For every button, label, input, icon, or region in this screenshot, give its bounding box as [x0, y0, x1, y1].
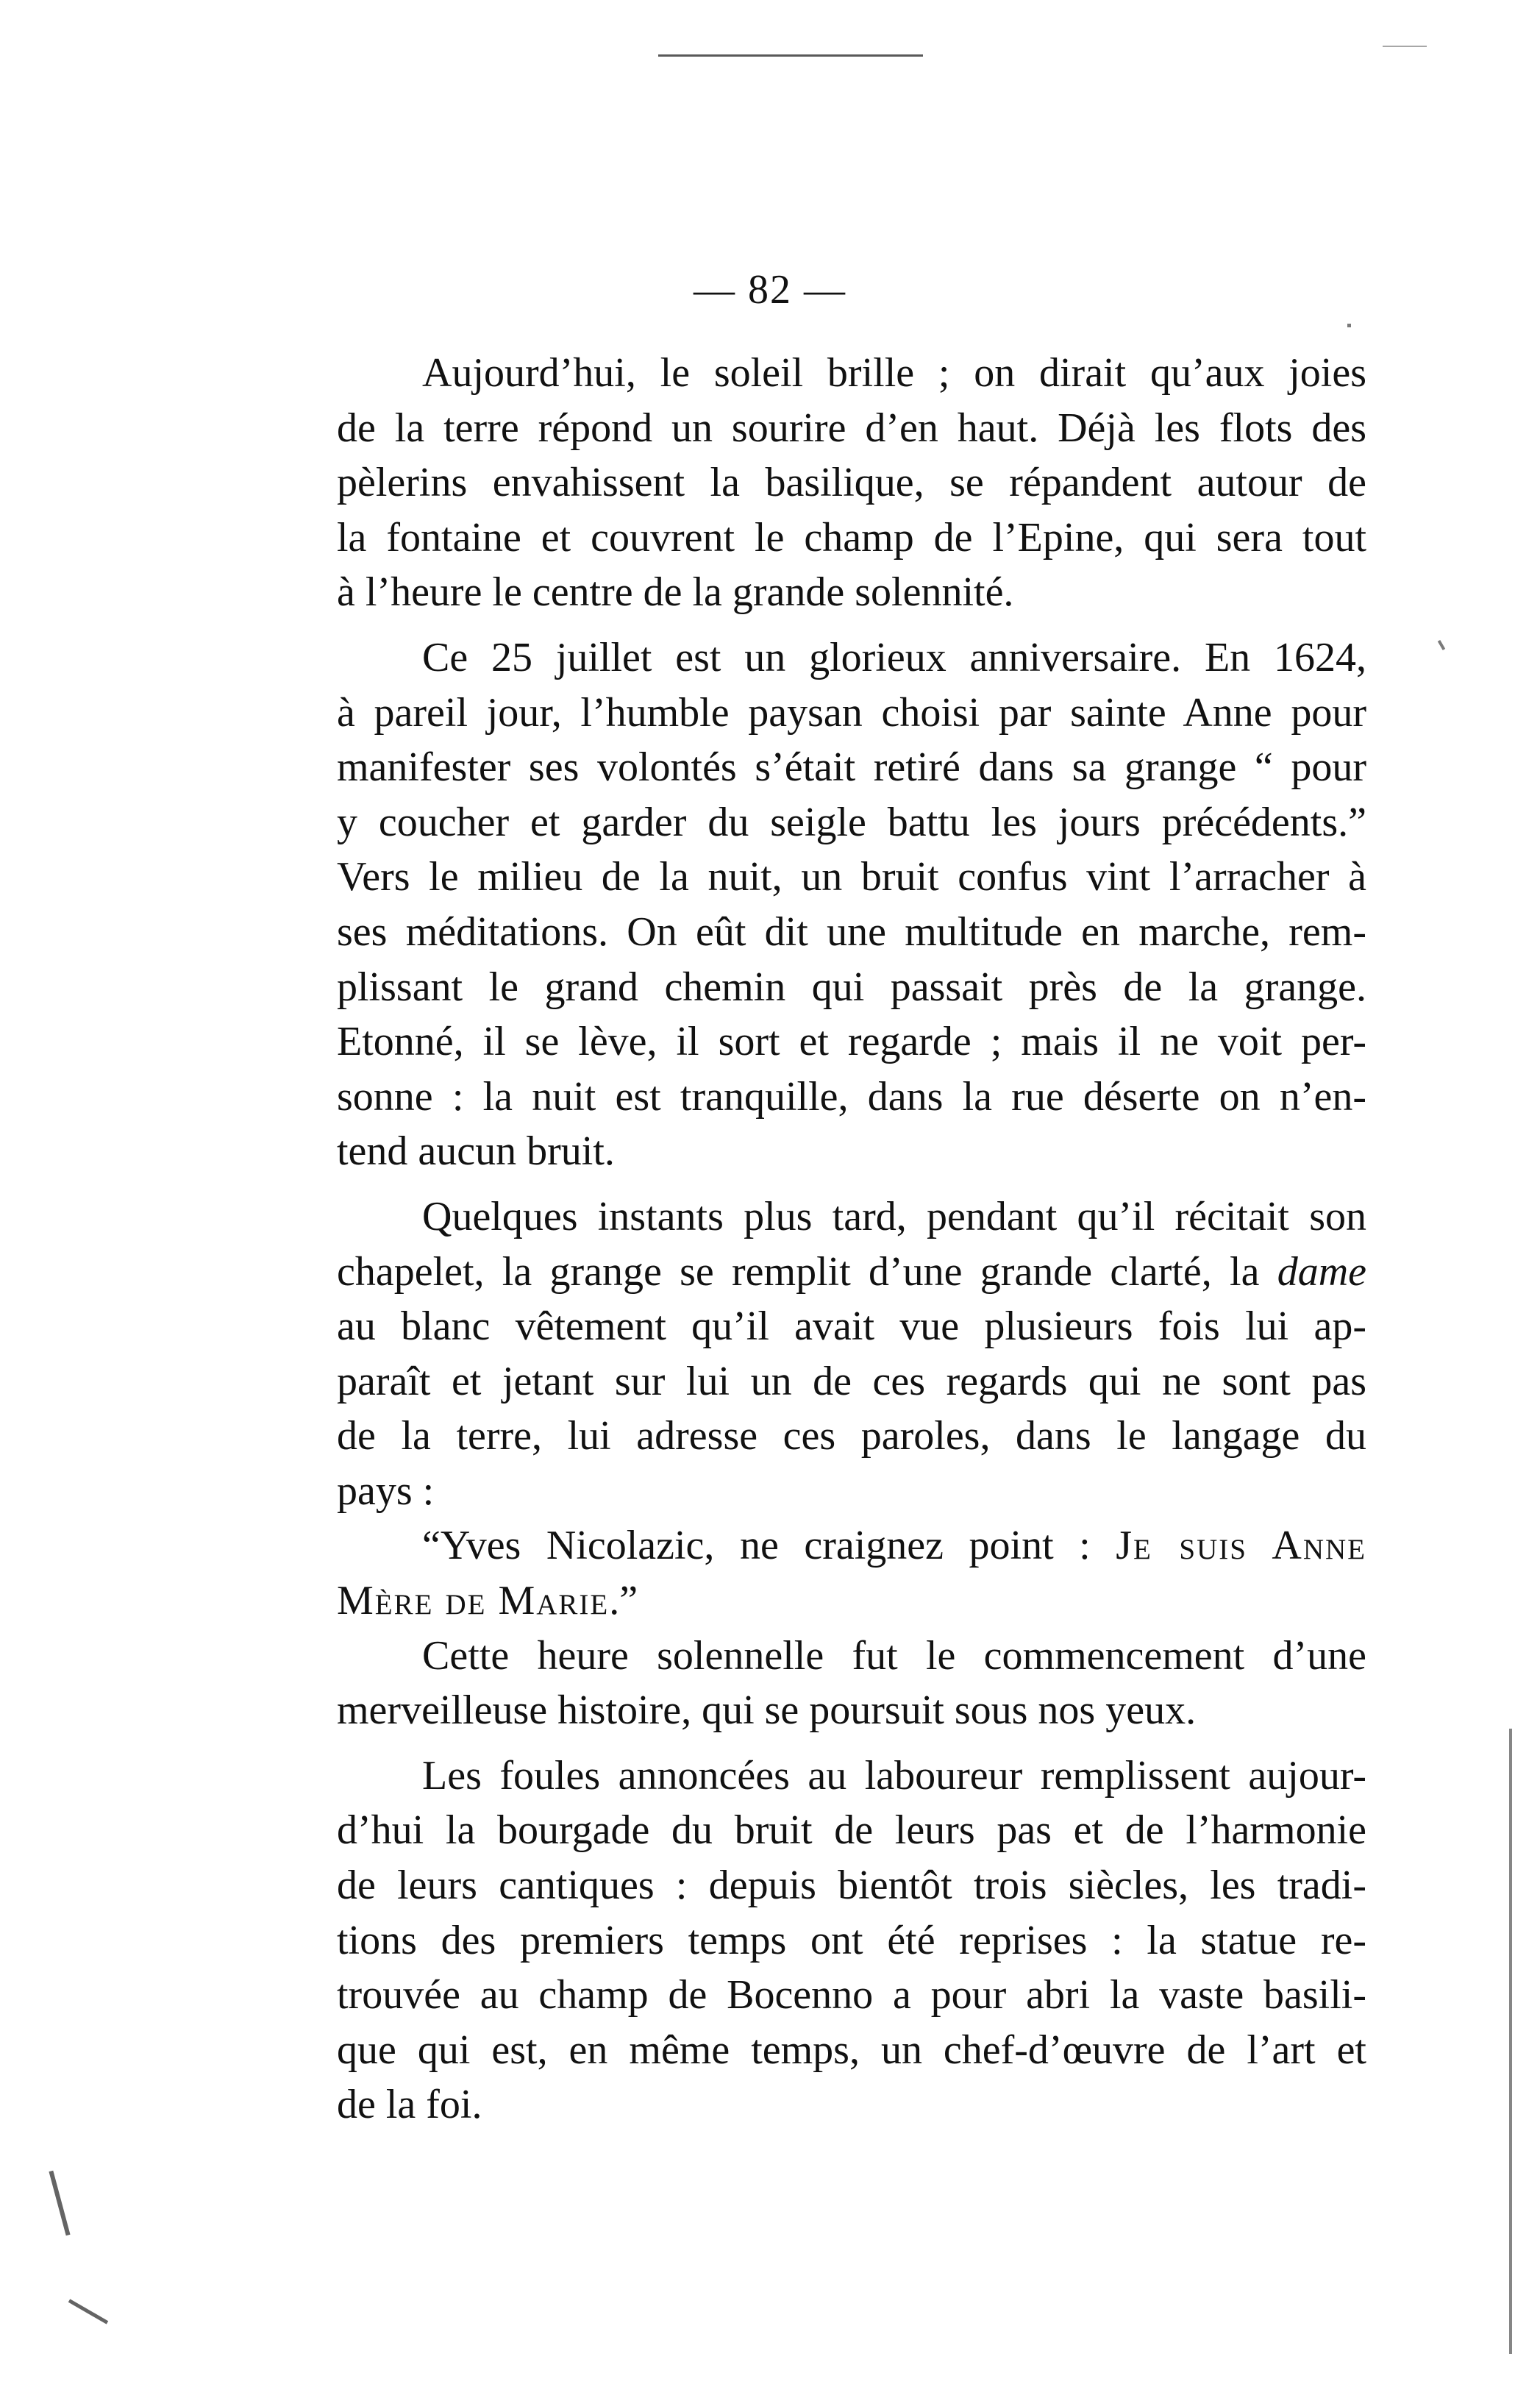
- text-line: de la terre répond un sourire d’en haut. Déjà les flots des: [337, 405, 1366, 451]
- small-caps-text: Je suis Anne: [1116, 1523, 1366, 1569]
- scan-mark: [658, 54, 923, 57]
- text-line: y coucher et garder du seigle battu les jours précédents.”: [337, 799, 1366, 845]
- body-text: [337, 346, 1366, 2132]
- text-line: d’hui la bourgade du bruit de leurs pas et de l’harmonie: [337, 1807, 1366, 1854]
- text-line: de la foi.: [337, 2082, 482, 2128]
- paragraph: [337, 1749, 1366, 2132]
- text-line: de la terre, lui adresse ces paroles, dans le langage du: [337, 1413, 1366, 1459]
- text-line: ses méditations. On eût dit une multitude en marche, rem-: [337, 908, 1366, 955]
- text-line: trouvée au champ de Bocenno a pour abri la vaste basili-: [337, 1972, 1366, 2018]
- text-line: que qui est, en même temps, un chef-d’œuvre de l’art et: [337, 2027, 1366, 2073]
- page-number: — 82 —: [694, 267, 846, 313]
- text-line: [337, 1573, 1366, 1629]
- italic-word: dame: [1277, 1248, 1366, 1295]
- text-span: .”: [609, 1578, 638, 1624]
- scan-mark: [1347, 324, 1351, 327]
- small-caps-text: Mère de Marie: [337, 1578, 610, 1624]
- text-line: Vers le milieu de la nuit, un bruit confus vint l’arracher à: [337, 854, 1366, 900]
- paragraph: [337, 1189, 1366, 1519]
- text-line: Ce 25 juillet est un glorieux anniversaire. En 1624,: [422, 634, 1366, 680]
- text-line: [337, 1245, 1366, 1300]
- text-line: tend aucun bruit.: [337, 1128, 615, 1175]
- text-line: Cette heure solennelle fut le commencement d’une: [422, 1632, 1366, 1679]
- scan-mark: [1383, 46, 1427, 47]
- text-line: à pareil jour, l’humble paysan choisi par sainte Anne pour: [337, 689, 1366, 736]
- text-line: merveilleuse histoire, qui se poursuit sous nos yeux.: [337, 1687, 1197, 1734]
- text-line: manifester ses volontés s’était retiré dans sa grange “ pour: [337, 744, 1366, 791]
- quotation: [337, 1518, 1366, 1628]
- text-line: paraît et jetant sur lui un de ces regards qui ne sont pas: [337, 1358, 1366, 1404]
- text-line: de leurs cantiques : depuis bientôt trois siècles, les tradi-: [337, 1863, 1366, 1909]
- text-line: la fontaine et couvrent le champ de l’Epine, qui sera tout: [337, 514, 1366, 561]
- text-line: au blanc vêtement qu’il avait vue plusieurs fois lui ap-: [337, 1303, 1366, 1350]
- text-line: Aujourd’hui, le soleil brille ; on dirait qu’aux joies: [422, 350, 1366, 396]
- text-line: pays :: [337, 1468, 435, 1514]
- paragraph: [337, 346, 1366, 620]
- text-line: plissant le grand chemin qui passait près de la grange.: [337, 964, 1366, 1010]
- text-line: Quelques instants plus tard, pendant qu’il récitait son: [422, 1193, 1366, 1239]
- text-line: pèlerins envahissent la basilique, se répandent autour de: [337, 460, 1366, 506]
- scan-mark: [49, 2171, 70, 2235]
- paragraph: [337, 1629, 1366, 1738]
- text-line: tions des premiers temps ont été reprises : la statue re-: [337, 1917, 1366, 1963]
- text-span: “Yves Nicolazic, ne craignez point :: [422, 1523, 1116, 1569]
- paragraph: [337, 630, 1366, 1179]
- text-line: [337, 1518, 1366, 1573]
- scan-mark: [1509, 1729, 1512, 2354]
- text-span: chapelet, la grange se remplit d’une grande clarté, la: [337, 1248, 1277, 1295]
- scan-mark: [1438, 640, 1445, 650]
- text-line: sonne : la nuit est tranquille, dans la rue déserte on n’en-: [337, 1073, 1366, 1120]
- text-line: à l’heure le centre de la grande solennité.: [337, 569, 1014, 616]
- text-line: Les foules annoncées au laboureur remplissent aujour-: [422, 1752, 1366, 1799]
- scan-mark: [68, 2299, 108, 2324]
- text-line: Etonné, il se lève, il sort et regarde ; mais il ne voit per-: [337, 1019, 1366, 1065]
